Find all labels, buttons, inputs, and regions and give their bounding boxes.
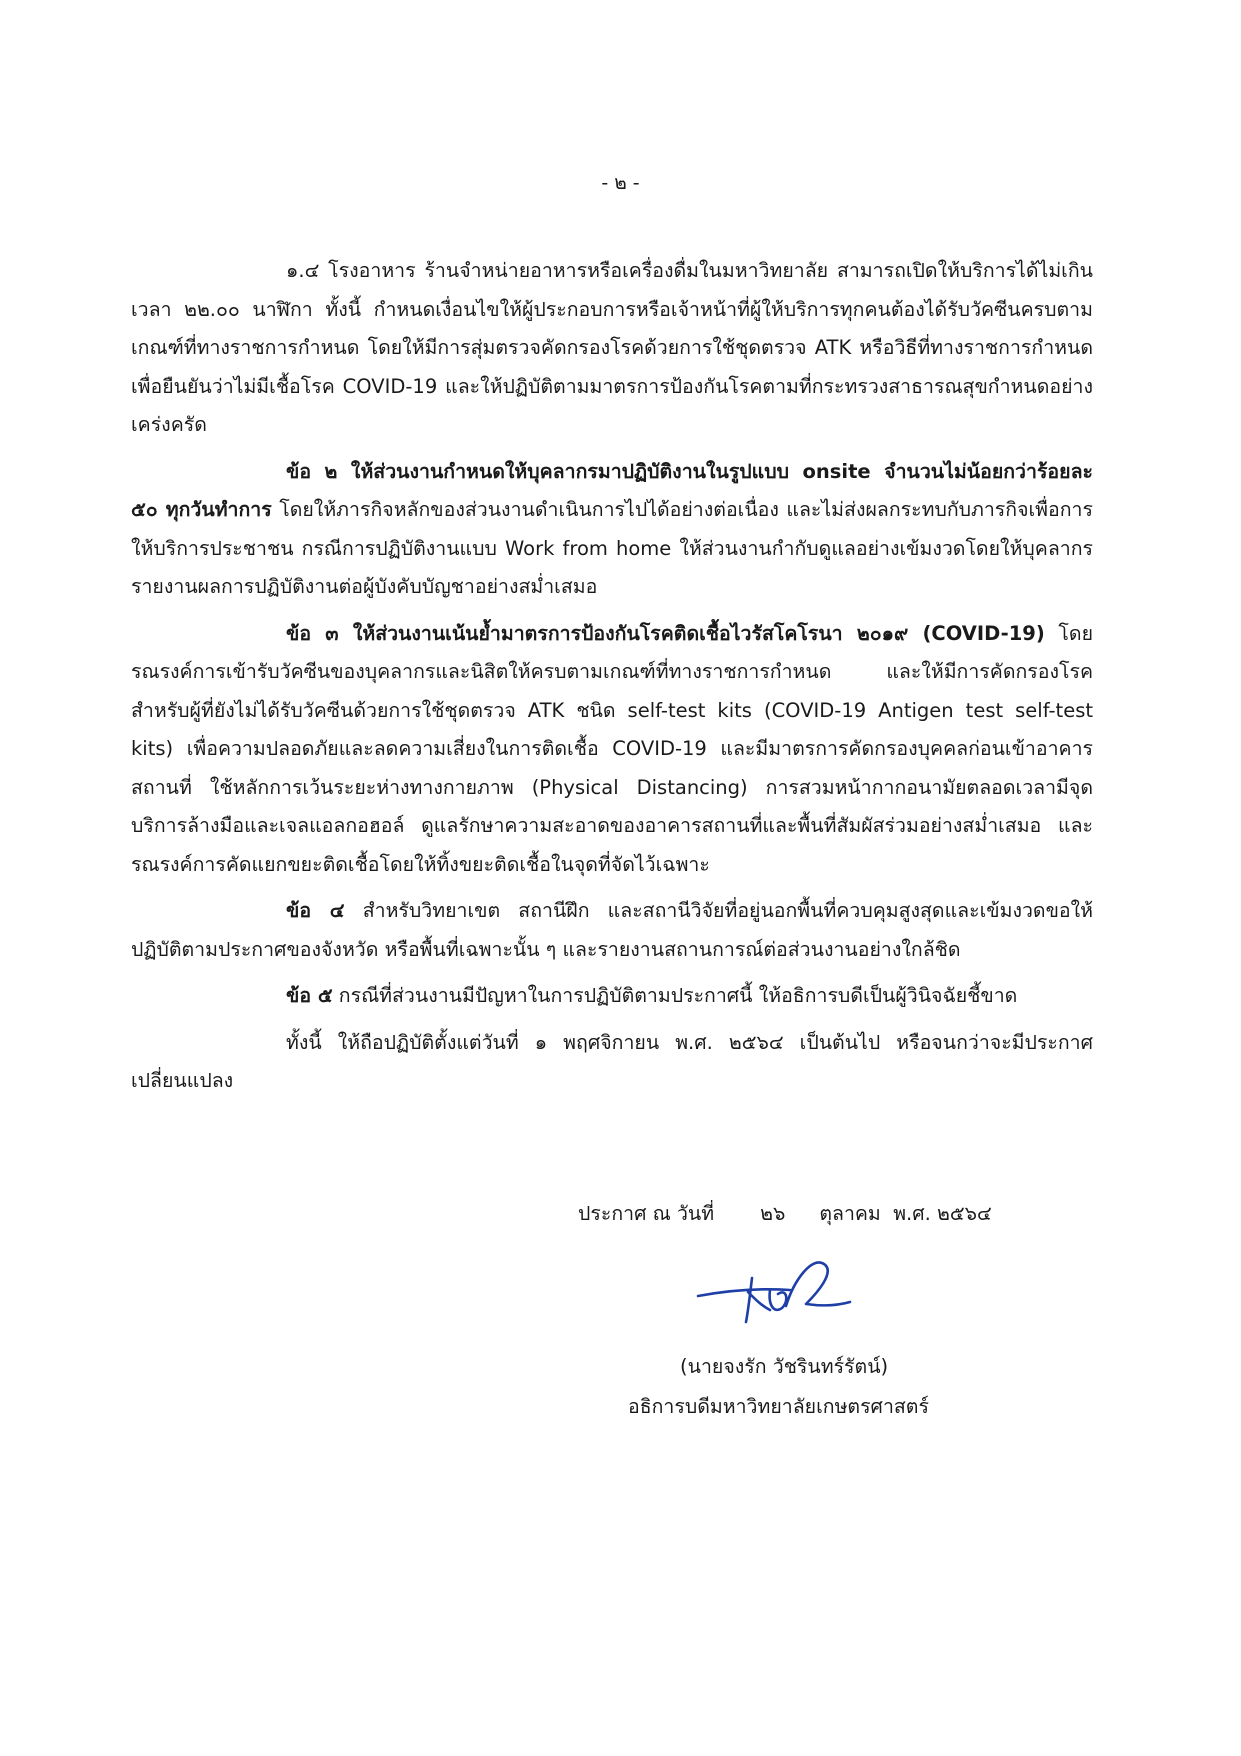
- issue-prefix: ประกาศ ณ วันที่: [578, 1202, 715, 1225]
- clause-4-text: สำหรับวิทยาเขต สถานีฝึก และสถานีวิจัยที่อยู่นอกพื้นที่ควบคุมสูงสุดและเข้มงวดขอให้ปฏิบัติตามประกาศของจังหวัด หรือพื้นที่เฉพาะนั้น ๆ และรายงานสถานการณ์ต่อส่วนงานอย่างใกล้ชิด: [131, 899, 1093, 961]
- clause-2-text: โดยให้ภารกิจหลักของส่วนงานดำเนินการไปได้อย่างต่อเนื่อง และไม่ส่งผลกระทบกับภารกิจเพื่อการให้บริการประชาชน กรณีการปฏิบัติงานแบบ Work from home ให้ส่วนงานกำกับดูแลอย่างเข้มงวดโดยให้บุคลากรรายงานผลการปฏิบัติงานต่อผู้บังคับบัญชาอย่างสม่ำเสมอ: [131, 498, 1093, 598]
- signature-image: [690, 1250, 860, 1340]
- issue-year: พ.ศ. ๒๕๖๔: [893, 1202, 992, 1225]
- paragraph-1-4-canteen: [131, 252, 1093, 445]
- issue-month: ตุลาคม: [819, 1202, 881, 1225]
- clause-5-heading: ข้อ ๕: [286, 984, 333, 1007]
- effective-date-paragraph: [131, 1024, 1093, 1101]
- clause-2-heading: ข้อ ๒ ให้ส่วนงานกำหนดให้บุคลากรมาปฏิบัติงานในรูปแบบ onsite จำนวนไม่น้อยกว่าร้อยละ ๕๐ ทุกวันทำการ: [131, 459, 1093, 521]
- clause-3-heading: ข้อ ๓ ให้ส่วนงานเน้นย้ำมาตรการป้องกันโรคติดเชื้อไวรัสโคโรนา ๒๐๑๙ (COVID-19): [286, 621, 1045, 645]
- page-number: - ๒ -: [601, 172, 640, 194]
- clause-3-text: โดยรณรงค์การเข้ารับวัคซีนของบุคลากรและนิสิตให้ครบตามเกณฑ์ที่ทางราชการกำหนด และให้มีการคัดกรองโรคสำหรับผู้ที่ยังไม่ได้รับวัคซีนด้วยการใช้ชุดตรวจ ATK ชนิด self-test kits (COVID-19 Antigen test self-test kits) เพื่อความปลอดภัยและลดความเสี่ยงในการติดเชื้อ COVID-19 และมีมาตรการคัดกรองบุคคลก่อนเข้าอาคารสถานที่ ใช้หลักการเว้นระยะห่างทางกายภาพ (Physical Distancing) การสวมหน้ากากอนามัยตลอดเวลามีจุดบริการล้างมือและเจลแอลกอฮอล์ ดูแลรักษาความสะอาดของอาคารสถานที่และพื้นที่สัมผัสร่วมอย่างสม่ำเสมอ และรณรงค์การคัดแยกขยะติดเชื้อโดยให้ทิ้งขยะติดเชื้อในจุดที่จัดไว้เฉพาะ: [131, 621, 1093, 876]
- issue-day: ๒๖: [760, 1202, 786, 1225]
- clause-3: [131, 615, 1093, 885]
- clause-5: [131, 977, 1093, 1016]
- signer-name: (นายจงรัก วัชรินทร์รัตน์): [680, 1355, 889, 1378]
- effective-date-text: ทั้งนี้ ให้ถือปฏิบัติตั้งแต่วันที่ ๑ พฤศจิกายน พ.ศ. ๒๕๖๔ เป็นต้นไป หรือจนกว่าจะมีประกาศเปลี่ยนแปลง: [131, 1030, 1093, 1092]
- clause-5-text: กรณีที่ส่วนงานมีปัญหาในการปฏิบัติตามประกาศนี้ ให้อธิการบดีเป็นผู้วินิจฉัยชี้ขาด: [332, 984, 1018, 1007]
- paragraph-text: ๑.๔ โรงอาหาร ร้านจำหน่ายอาหารหรือเครื่องดื่มในมหาวิทยาลัย สามารถเปิดให้บริการได้ไม่เกินเวลา ๒๒.๐๐ นาฬิกา ทั้งนี้ กำหนดเงื่อนไขให้ผู้ประกอบการหรือเจ้าหน้าที่ผู้ให้บริการทุกคนต้องได้รับวัคซีนครบตามเกณฑ์ที่ทางราชการกำหนด โดยให้มีการสุ่มตรวจคัดกรองโรคด้วยการใช้ชุดตรวจ ATK หรือวิธีที่ทางราชการกำหนดเพื่อยืนยันว่าไม่มีเชื้อโรค COVID-19 และให้ปฏิบัติตามมาตรการป้องกันโรคตามที่กระทรวงสาธารณสุขกำหนดอย่างเคร่งครัด: [131, 259, 1093, 436]
- clause-2: [131, 453, 1093, 607]
- issue-date-line: [578, 1198, 992, 1229]
- document-body: [131, 252, 1093, 1109]
- signer-position: อธิการบดีมหาวิทยาลัยเกษตรศาสตร์: [628, 1395, 929, 1418]
- clause-4-heading: ข้อ ๔: [286, 899, 345, 922]
- clause-4: [131, 892, 1093, 969]
